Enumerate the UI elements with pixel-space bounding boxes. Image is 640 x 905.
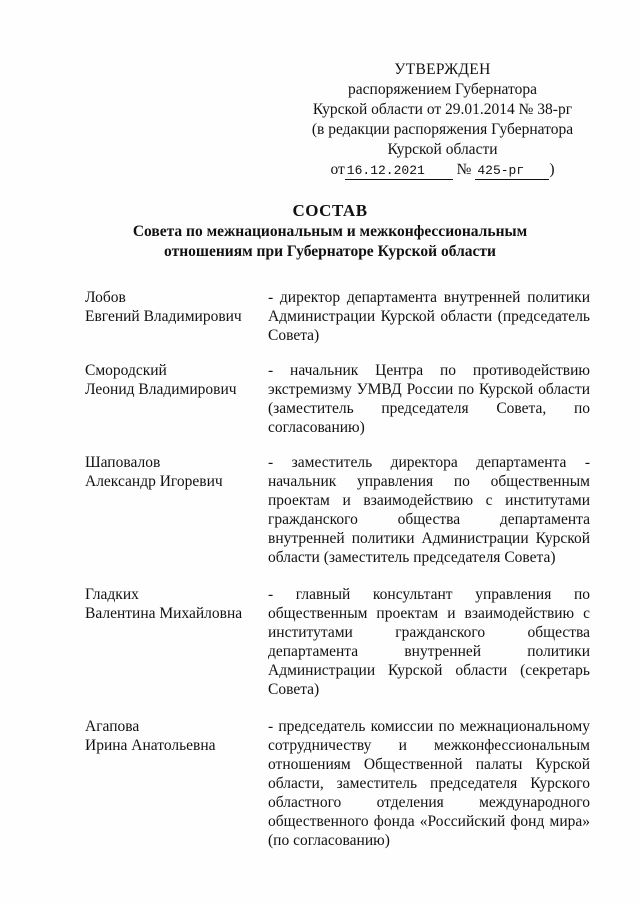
- member-entry: [85, 585, 590, 699]
- member-name: [85, 717, 268, 850]
- member-given-names: Евгений Владимирович: [85, 308, 242, 325]
- member-name: [85, 585, 268, 699]
- member-given-names: Леонид Владимирович: [85, 381, 237, 398]
- member-entry: [85, 453, 590, 567]
- member-name: [85, 361, 268, 437]
- member-entry: [85, 361, 590, 437]
- title-main: СОСТАВ: [292, 201, 368, 220]
- member-name: [85, 453, 268, 567]
- member-role: - начальник Центра по противодействию экстремизму УМВД России по Курской области (заместитель председателя Совета, по согласованию): [268, 362, 590, 436]
- approval-block: [300, 60, 585, 180]
- member-name: [85, 288, 268, 345]
- member-surname: Гладких: [85, 586, 139, 603]
- members-list: [85, 288, 590, 850]
- member-role: - директор департамента внутренней политики Администрации Курской области (председатель Совета): [268, 289, 590, 344]
- approval-heading: УТВЕРЖДЕН: [394, 61, 491, 78]
- approval-line-region: Курской области: [387, 141, 498, 158]
- member-given-names: Ирина Анатольевна: [85, 737, 216, 754]
- member-entry: [85, 288, 590, 345]
- approval-line-original: Курской области от 29.01.2014 № 38-рг: [312, 101, 573, 118]
- number-prefix: №: [456, 161, 472, 178]
- approval-date-line: [300, 160, 585, 180]
- member-role: - председатель комиссии по межнациональному сотрудничеству и межконфессиональным отношениям Общественной палаты Курской области, заместитель председателя Курского областного отделения международного общественного фонда «Российский фонд мира» (по согласованию): [268, 718, 590, 849]
- member-surname: Агапова: [85, 718, 140, 735]
- member-surname: Лобов: [85, 289, 126, 306]
- member-role: - заместитель директора департамента - начальник управления по общественным проектам и взаимодействию с институтами гражданского общества департамента внутренней политики Администрации Курской области (заместитель председателя Совета): [268, 454, 590, 566]
- title-sub-line-2: отношениям при Губернаторе Курской области: [164, 243, 496, 260]
- document-title: [60, 200, 600, 262]
- date-prefix: от: [330, 161, 345, 178]
- approval-line-revision: (в редакции распоряжения Губернатора: [311, 121, 574, 138]
- member-surname: Шаповалов: [85, 454, 161, 471]
- member-given-names: Александр Игоревич: [85, 473, 223, 490]
- title-sub-line-1: Совета по межнациональным и межконфессиональным: [132, 223, 528, 240]
- revision-number: 425-рг: [475, 163, 549, 180]
- closing-paren: ): [549, 161, 555, 178]
- member-surname: Смородский: [85, 362, 167, 379]
- member-role: - главный консультант управления по общественным проектам и взаимодействию с институтами гражданского общества департамента внутренней политики Администрации Курской области (секретарь Совета): [268, 586, 590, 698]
- revision-date: 16.12.2021: [345, 163, 453, 180]
- member-given-names: Валентина Михайловна: [85, 605, 243, 622]
- member-entry: [85, 717, 590, 850]
- approval-line-decree: распоряжением Губернатора: [348, 81, 537, 98]
